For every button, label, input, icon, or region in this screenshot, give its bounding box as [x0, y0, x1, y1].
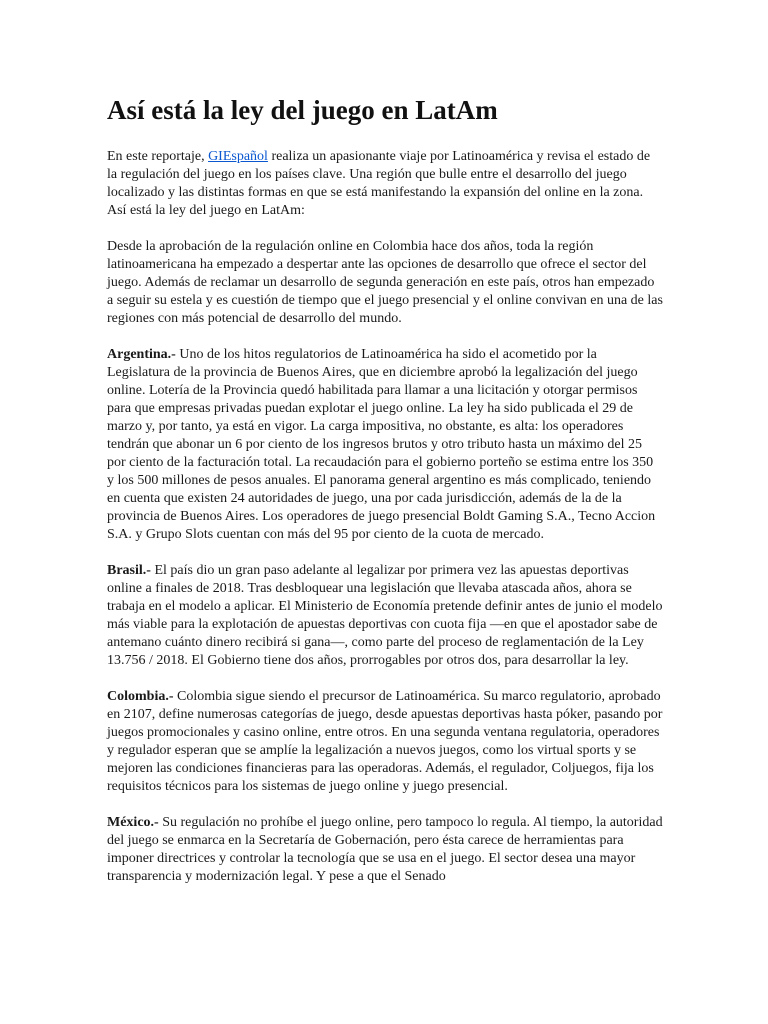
overview-paragraph: Desde la aprobación de la regulación online en Colombia hace dos años, toda la región latinoamericana ha empezado a despertar ante las opciones de desarrollo que ofrece el sector del juego. Además de reclamar un desarrollo de segunda generación en este país, otros han empezado a seguir su estela y es cuestión de tiempo que el juego presencial y el online convivan en una de las regiones con más potencial de desarrollo del mundo. [107, 239, 663, 326]
section-text-mexico: Su regulación no prohíbe el juego online, pero tampoco lo regula. Al tiempo, la autoridad del juego se enmarca en la Secretaría de Gobernación, pero ésta carece de herramientas para imponer directrices y controlar la tecnología que se usa en el juego. El sector desea una mayor transparencia y modernización legal. Y pese a que el Senado [107, 815, 663, 884]
giespanol-link[interactable]: GIEspañol [208, 149, 268, 164]
intro-text-before: En este reportaje, [107, 149, 209, 164]
section-text-colombia: Colombia sigue siendo el precursor de Latinoamérica. Su marco regulatorio, aprobado en 2107, define numerosas categorías de juego, desde apuestas deportivas hasta póker, pasando por juegos promocionales y casino online, entre otros. En una segunda ventana regulatoria, operadores y regulador esperan que se amplíe la legalización a nuevos juegos, como los virtual sports y se mejoren las condiciones financieras para las operadoras. Además, el regulador, Coljuegos, fija los requisitos técnicos para los sistemas de juego online y juego presencial. [107, 689, 663, 794]
section-label-mexico: México.- [107, 815, 159, 830]
section-argentina [107, 346, 663, 544]
section-label-brasil: Brasil.- [107, 563, 151, 578]
intro-paragraph [107, 148, 663, 220]
section-brasil [107, 562, 663, 670]
article-title: Así está la ley del juego en LatAm [107, 95, 498, 125]
intro-text-after: realiza un apasionante viaje por Latinoamérica y revisa el estado de la regulación del juego en los países clave. Una región que bulle entre el desarrollo del juego localizado y las distintas formas en que se está manifestando la expansión del online en la zona. Así está la ley del juego en LatAm: [107, 149, 651, 218]
section-text-brasil: El país dio un gran paso adelante al legalizar por primera vez las apuestas deportivas online a finales de 2018. Tras desbloquear una legislación que llevaba atascada años, ahora se trabaja en el modelo a aplicar. El Ministerio de Economía pretende definir antes de junio el modelo más viable para la explotación de apuestas deportivas con cuota fija —en que el apostador sabe de antemano cuánto dinero recibirá si gana—, como parte del proceso de reglamentación de la Ley 13.756 / 2018. El Gobierno tiene dos años, prorrogables por otros dos, para desarrollar la ley. [107, 563, 663, 668]
section-colombia [107, 688, 663, 796]
section-mexico [107, 814, 663, 886]
section-text-argentina: Uno de los hitos regulatorios de Latinoamérica ha sido el acometido por la Legislatura de la provincia de Buenos Aires, que en diciembre aprobó la legalización del juego online. Lotería de la Provincia quedó habilitada para llamar a una licitación y otorgar permisos para que empresas privadas puedan explotar el juego online. La ley ha sido publicada el 29 de marzo y, por tanto, ya está en vigor. La carga impositiva, no obstante, es alta: los operadores tendrán que abonar un 6 por ciento de los ingresos brutos y otro tributo hasta un máximo del 25 por ciento de la facturación total. La recaudación para el gobierno porteño se estima entre los 350 y los 500 millones de pesos anuales. El panorama general argentino es más complicado, teniendo en cuenta que existen 24 autoridades de juego, una por cada jurisdicción, además de la de la provincia de Buenos Aires. Los operadores de juego presencial Boldt Gaming S.A., Tecno Accion S.A. y Grupo Slots cuentan con más del 95 por ciento de la cuota de mercado. [107, 347, 656, 542]
section-label-colombia: Colombia.- [107, 689, 174, 704]
article-body [107, 93, 663, 904]
section-label-argentina: Argentina.- [107, 347, 176, 362]
